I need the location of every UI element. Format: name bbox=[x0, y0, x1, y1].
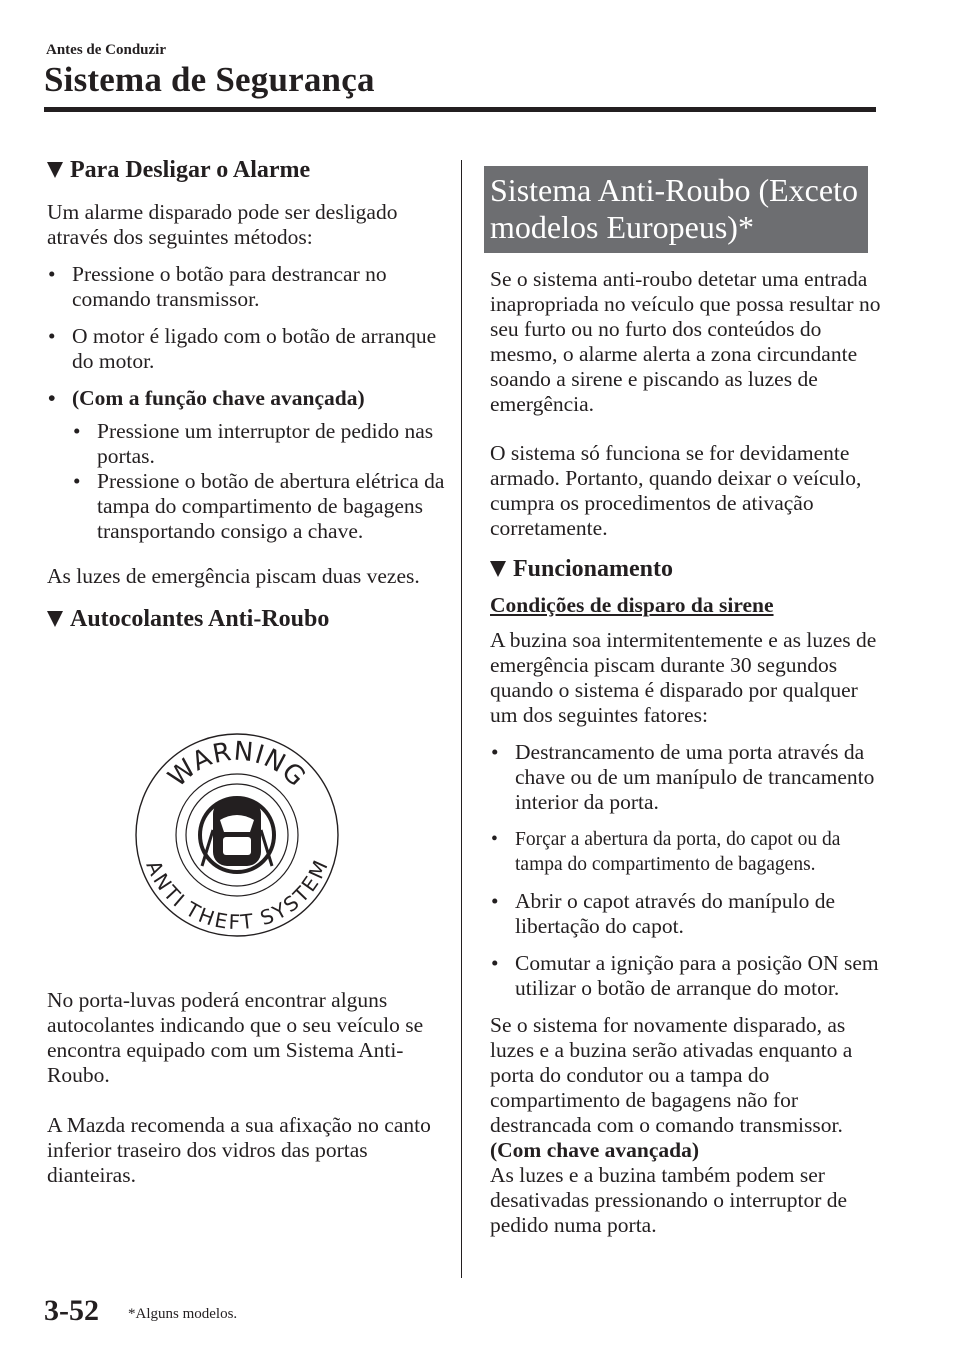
list-item bbox=[490, 951, 882, 1001]
heading-disarm-text: Para Desligar o Alarme bbox=[70, 157, 311, 183]
bullet-icon: • bbox=[48, 324, 56, 348]
sub-list-item bbox=[47, 469, 447, 544]
sub-bullet-icon: • bbox=[73, 419, 81, 443]
right-column bbox=[490, 166, 882, 1250]
logo-top-text: WARNING bbox=[162, 736, 312, 794]
heading-operation bbox=[490, 555, 882, 583]
bullet-text: Comutar a ignição para a posição ON sem utilizar o botão de arranque do motor. bbox=[515, 951, 879, 1000]
logo-bottom-text: ANTI THEFT SYSTEM bbox=[141, 856, 333, 935]
list-item bbox=[47, 386, 447, 411]
siren-conditions-subheading: Condições de disparo da sirene bbox=[490, 593, 774, 617]
heading-operation-text: Funcionamento bbox=[513, 556, 674, 582]
bullet-text: Pressione o botão para destrancar no comando transmissor. bbox=[72, 262, 387, 311]
retrigger-paragraph: Se o sistema for novamente disparado, as luzes e a buzina serão ativadas enquanto a porta do condutor ou a tampa do compartimento de bagagens não for destrancada com o comando transmissor. bbox=[490, 1013, 853, 1137]
triangle-icon bbox=[47, 611, 63, 627]
heading-disarm bbox=[47, 156, 447, 184]
flash-note: As luzes de emergência piscam duas vezes. bbox=[47, 564, 420, 588]
bullet-icon: • bbox=[491, 951, 499, 975]
anti-theft-warning-logo bbox=[134, 730, 340, 940]
stickers-paragraph-2: A Mazda recomenda a sua afixação no canto inferior traseiro dos vidros das portas dianteiras. bbox=[47, 1113, 431, 1187]
arming-paragraph: O sistema só funciona se for devidamente armado. Portanto, quando deixar o veículo, cumpra os procedimentos de ativação corretamente. bbox=[490, 441, 862, 540]
left-column bbox=[47, 156, 447, 649]
smart-key-label: (Com chave avançada) bbox=[490, 1138, 700, 1162]
sub-list-item bbox=[47, 419, 447, 469]
bullet-text: Destrancamento de uma porta através da chave ou de um manípulo de trancamento interior da porta. bbox=[515, 740, 875, 814]
bullet-text: Forçar a abertura da porta, do capot ou da tampa do compartimento de bagagens. bbox=[515, 829, 841, 875]
bullet-icon: • bbox=[48, 262, 56, 286]
sub-bullet-text: Pressione o botão de abertura elétrica da tampa do compartimento de bagagens transportando consigo a chave. bbox=[97, 469, 445, 543]
page-number: 3-52 bbox=[44, 1294, 99, 1327]
disarm-intro: Um alarme disparado pode ser desligado através dos seguintes métodos: bbox=[47, 200, 398, 249]
page-title: Sistema de Segurança bbox=[44, 60, 375, 99]
column-divider bbox=[461, 160, 462, 1278]
theft-intro-paragraph: Se o sistema anti-roubo detetar uma entrada inapropriada no veículo que possa resultar no seu furto ou no furto dos conteúdos do mesmo, o alarme alerta a zona circundante soando a sirene e piscando as luzes de emergência. bbox=[490, 267, 881, 416]
chapter-label: Antes de Conduzir bbox=[46, 42, 167, 58]
list-item bbox=[490, 740, 882, 815]
list-item bbox=[490, 889, 882, 939]
bullet-icon: • bbox=[491, 889, 499, 913]
stickers-text-block bbox=[47, 988, 447, 1200]
bullet-icon: • bbox=[491, 740, 499, 764]
triangle-icon bbox=[47, 162, 63, 178]
stickers-paragraph-1: No porta-luvas poderá encontrar alguns autocolantes indicando que o seu veículo se encontra equipado com um Sistema Anti-Roubo. bbox=[47, 988, 424, 1087]
siren-conditions-paragraph: A buzina soa intermitentemente e as luzes de emergência piscam durante 30 segundos quando o sistema é disparado por qualquer um dos seguintes fatores: bbox=[490, 628, 877, 727]
list-item bbox=[47, 262, 447, 312]
heading-stickers-text: Autocolantes Anti-Roubo bbox=[70, 606, 330, 632]
footnote: *Alguns modelos. bbox=[128, 1306, 238, 1322]
sub-bullet-icon: • bbox=[73, 469, 81, 493]
bullet-text: O motor é ligado com o botão de arranque do motor. bbox=[72, 324, 437, 373]
section-banner: Sistema Anti-Roubo (Exceto modelos Europeus)* bbox=[484, 166, 868, 253]
list-item bbox=[490, 827, 882, 877]
heading-stickers bbox=[47, 605, 447, 633]
bullet-text: (Com a função chave avançada) bbox=[72, 386, 365, 410]
bullet-icon: • bbox=[48, 386, 56, 410]
smart-key-paragraph: As luzes e a buzina também podem ser desativadas pressionando o interruptor de pedido numa porta. bbox=[490, 1163, 848, 1237]
list-item bbox=[47, 324, 447, 374]
sub-bullet-text: Pressione um interruptor de pedido nas portas. bbox=[97, 419, 434, 468]
triangle-icon bbox=[490, 561, 506, 577]
bullet-icon: • bbox=[491, 829, 498, 850]
header-rule bbox=[44, 107, 876, 112]
bullet-text: Abrir o capot através do manípulo de libertação do capot. bbox=[515, 889, 836, 938]
